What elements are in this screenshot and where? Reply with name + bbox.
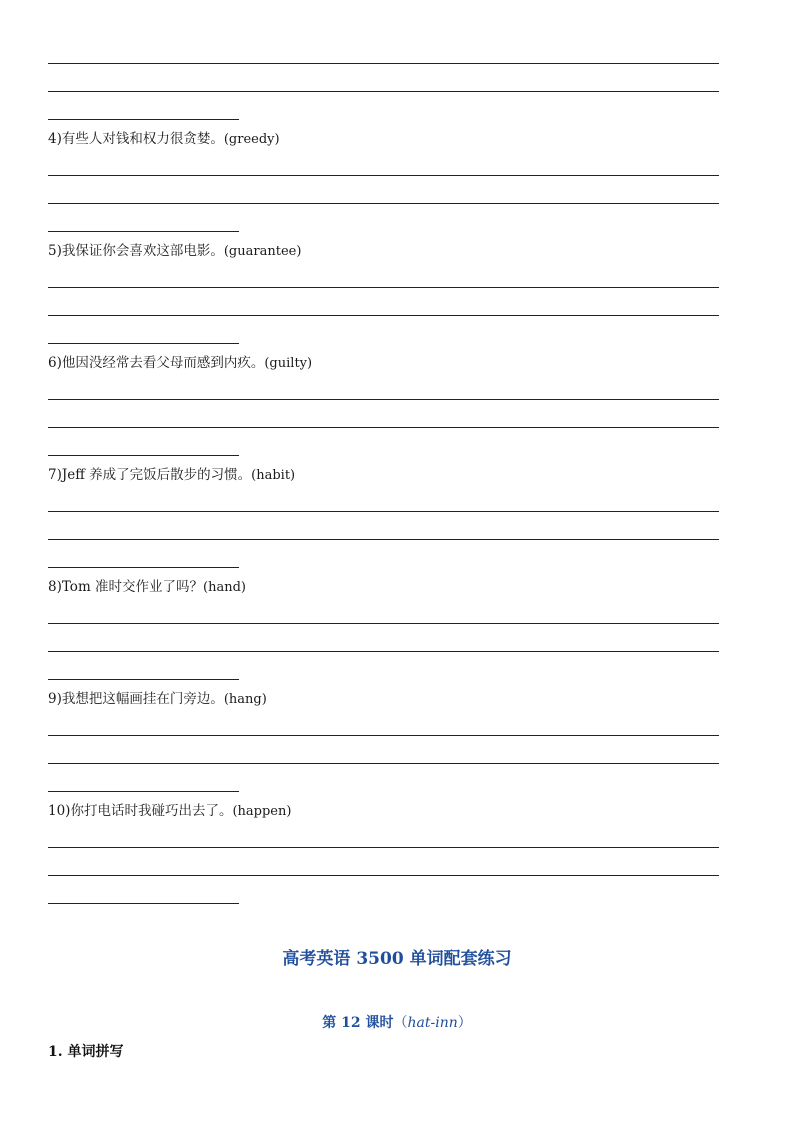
answer-line (48, 511, 719, 512)
question-hint: (habit) (251, 468, 296, 483)
answer-line (48, 399, 719, 400)
section-heading: 1. 单词拼写 (48, 1044, 124, 1060)
question-hint: (guilty) (264, 356, 313, 371)
answer-line (48, 847, 719, 848)
question-hint: (hang) (223, 692, 267, 707)
question-7 (48, 466, 295, 485)
answer-line (48, 763, 719, 764)
answer-line (48, 287, 719, 288)
question-hint: (hand) (203, 580, 247, 595)
lesson-subtitle (0, 1012, 794, 1032)
answer-line (48, 175, 719, 176)
answer-line (48, 539, 719, 540)
page-title: 高考英语 3500 单词配套练习 (282, 949, 512, 969)
question-8 (48, 578, 246, 597)
question-hint: (guarantee) (223, 244, 302, 259)
answer-line (48, 567, 239, 568)
lesson-number: 第 12 课时 (322, 1015, 394, 1031)
answer-line (48, 63, 719, 64)
answer-line (48, 119, 239, 120)
answer-line (48, 203, 719, 204)
paren-open: （ (393, 1015, 408, 1031)
question-prompt: 4)有些人对钱和权力很贪婪。 (48, 131, 224, 147)
question-prompt: 8)Tom 准时交作业了吗？ (48, 579, 204, 595)
question-hint: (greedy) (223, 132, 280, 147)
answer-line (48, 791, 239, 792)
question-4 (48, 130, 280, 149)
question-10 (48, 802, 291, 821)
question-prompt: 6)他因没经常去看父母而感到内疚。 (48, 355, 265, 371)
answer-line (48, 903, 239, 904)
answer-line (48, 343, 239, 344)
question-prompt: 7)Jeff 养成了完饭后散步的习惯。 (48, 467, 252, 483)
answer-line (48, 735, 719, 736)
paren-close: ） (457, 1015, 472, 1031)
answer-line (48, 91, 719, 92)
question-prompt: 9)我想把这幅画挂在门旁边。 (48, 691, 224, 707)
question-prompt: 5)我保证你会喜欢这部电影。 (48, 243, 224, 259)
question-5 (48, 242, 301, 261)
question-hint: (happen) (232, 804, 292, 819)
word-range: hat-inn (407, 1015, 458, 1031)
question-prompt: 10)你打电话时我碰巧出去了。 (48, 803, 233, 819)
answer-line (48, 315, 719, 316)
answer-line (48, 875, 719, 876)
answer-line (48, 651, 719, 652)
question-6 (48, 354, 312, 373)
answer-line (48, 427, 719, 428)
answer-line (48, 679, 239, 680)
answer-line (48, 231, 239, 232)
answer-line (48, 623, 719, 624)
question-9 (48, 690, 267, 709)
answer-line (48, 455, 239, 456)
